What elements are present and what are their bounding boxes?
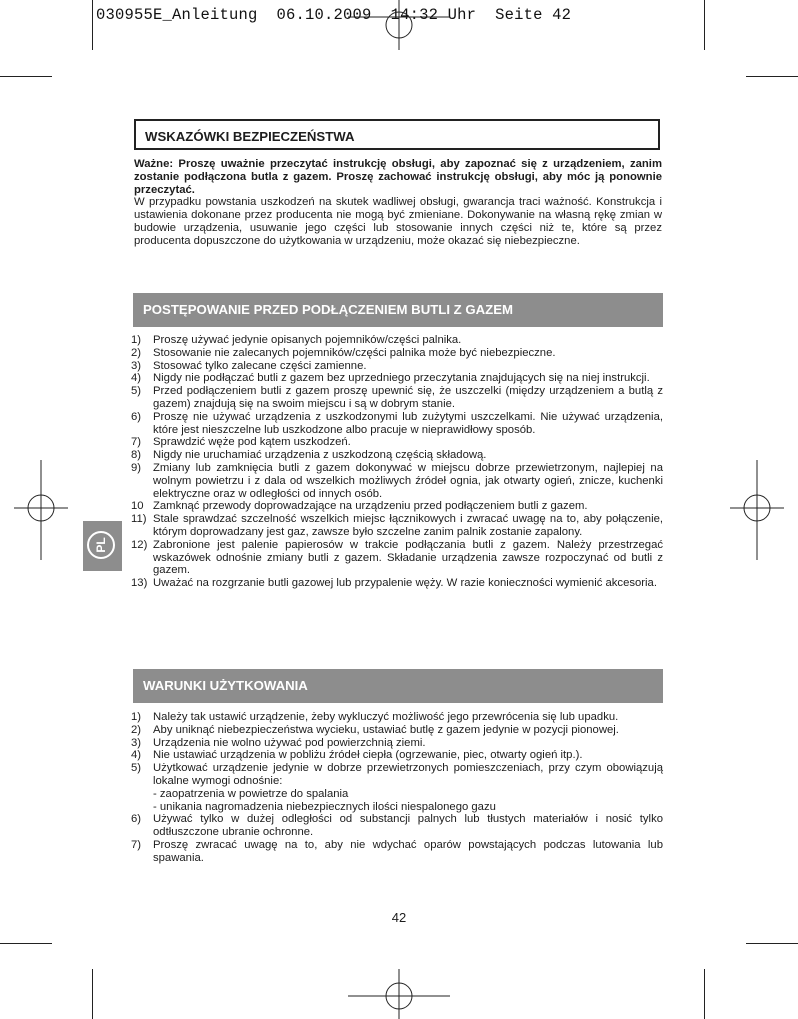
language-tab [83,521,122,571]
list-item [131,385,663,411]
list-item-number: 8) [131,449,142,462]
list-item [131,347,663,360]
list-item [131,436,663,449]
list-item-text: Zabronione jest palenie papierosów w trakcie podłączania butli z gazem. Należy przestrzegać wskazówek odnośnie zmiany butli z gazem. Składanie urządzenia zawsze rozpoczynać od butli z gazem. [153,538,663,577]
list-item-text: Proszę nie używać urządzenia z uszkodzonymi lub zużytymi uszczelkami. Nie używać urządzenia, które jest nieszczelne lub uszkodzone albo pracuje w nieprawidłowy sposób. [153,410,663,436]
list-item-number: 7) [131,436,142,449]
list-item-text: Stale sprawdzać szczelność wszelkich miejsc łącznikowych i zwracać uwagę na to, aby połączenie, którym doprowadzany jest gaz, zawsze było szczelne zanim palnik zostanie zapalony. [153,513,663,538]
list-item-number: 3) [131,736,142,749]
list-item-text: Proszę zwracać uwagę na to, aby nie wdychać oparów powstających podczas lutowania lub spawania. [153,838,663,864]
list-item-number: 10 [131,500,144,513]
crop-mark [0,943,52,944]
list-item-text: Przed podłączeniem butli z gazem proszę upewnić się, że uszczelki (między urządzeniem a butlą z gazem) znajdują się na swoim miejscu i są w dobrym stanie. [153,385,663,410]
conditions-of-use-list [131,711,663,865]
section-title-before-connecting: POSTĘPOWANIE PRZED PODŁĄCZENIEM BUTLI Z GAZEM [133,293,663,327]
list-item-number: 6) [131,813,142,826]
list-item-number: 13) [131,577,148,590]
list-item [131,411,663,437]
list-item-text: Zamknąć przewody doprowadzające na urządzeniu przed podłączeniem butli z gazem. [153,500,588,513]
list-item [131,360,663,373]
before-connecting-list [131,334,663,590]
safety-important-note: Ważne: Proszę uważnie przeczytać instrukcję obsługi, aby zapoznać się z urządzeniem, zanim zostanie podłączona butla z gazem. Proszę zachować instrukcję obsługi, aby móc ją ponownie przeczytać. [134,158,662,196]
list-item-number: 3) [131,359,142,372]
safety-warranty-note: W przypadku powstania uszkodzeń na skutek wadliwej obsługi, gwarancja traci ważność. Konstrukcja i ustawienia dokonane przez producenta nie mogą być zmieniane. Dokonywanie na własną rękę zmian w budowie urządzenia, usuwanie jego części lub stosowanie innych części niż te, które są przez producenta dopuszczone do użytkowania w urządzeniu, może okazać się niebezpieczne. [134,196,662,247]
list-item-number: 5) [131,762,142,775]
registration-mark-icon [730,460,784,560]
list-item-number: 2) [131,723,142,736]
list-item [131,513,663,539]
list-item-text: Proszę używać jedynie opisanych pojemników/części palnika. [153,334,462,346]
list-item [131,577,663,590]
crop-mark [746,943,798,944]
list-item [131,372,663,385]
list-subitem: - unikania nagromadzenia niebezpiecznych ilości niespalonego gazu [153,800,496,813]
list-item [131,711,663,724]
header-date: 06.10.2009 [276,6,372,24]
list-item-text: Nie ustawiać urządzenia w pobliżu źródeł ciepła (ogrzewanie, piec, otwarty ogień itp.). [153,749,583,762]
crop-mark [746,76,798,77]
list-item [131,449,663,462]
language-badge: PL [87,531,115,559]
list-item-text: Uważać na rozgrzanie butli gazowej lub przypalenie węży. W razie konieczności wymienić akcesoria. [153,577,657,590]
registration-mark-icon [348,0,450,50]
list-item-text: Aby uniknąć niebezpieczeństwa wycieku, ustawiać butlę z gazem jedynie w pozycji pionowej. [153,723,619,736]
registration-mark-icon [14,460,68,560]
list-item-number: 5) [131,385,142,398]
list-item-text: Urządzenia nie wolno używać pod powierzchnią ziemi. [153,736,426,749]
list-item-text: Sprawdzić węże pod kątem uszkodzeń. [153,436,351,449]
list-item [131,334,663,347]
list-item-text: Stosować tylko zalecane części zamienne. [153,359,367,372]
registration-mark-icon [348,969,450,1019]
list-item [131,839,663,865]
crop-mark [704,969,705,1019]
list-item-text: Nigdy nie uruchamiać urządzenia z uszkodzoną częścią składową. [153,449,487,462]
list-item-text: Używać tylko w dużej odległości od substancji palnych lub tłustych materiałów i nosić tylko odtłuszczone ubranie ochronne. [153,813,663,839]
header-time: 14:32 Uhr [390,6,477,24]
list-item-number: 6) [131,410,142,423]
list-item-text: Stosowanie nie zalecanych pojemników/części palnika może być niebezpieczne. [153,346,556,359]
page-number: 42 [391,910,407,925]
section-title-conditions-of-use: WARUNKI UŻYTKOWANIA [133,669,663,703]
list-item-text: Użytkować urządzenie jedynie w dobrze przewietrzonych pomieszczeniach, przy czym obowiązują lokalne wymogi odnośnie: [153,762,663,787]
header-page: Seite 42 [495,6,572,24]
list-item-number: 4) [131,749,142,762]
list-item [131,500,663,513]
list-item-number: 7) [131,838,142,851]
list-item-text: Zmiany lub zamknięcia butli z gazem dokonywać w miejscu dobrze przewietrzonym, najlepiej na wolnym powietrzu i z dala od wszelkich możliwych źródeł ognia, jak otwarty ogień, znicze, kuchenki elektryczne oraz w odległości od innych osób. [153,461,663,500]
crop-mark [92,0,93,50]
list-item-number: 4) [131,372,142,385]
header-file: 030955E_Anleitung [96,6,258,24]
list-item [131,762,663,813]
list-item-text: Należy tak ustawić urządzenie, żeby wykluczyć możliwość jego przewrócenia się lub upadku. [153,711,619,723]
list-item [131,539,663,577]
safety-intro [134,158,662,248]
crop-mark [92,969,93,1019]
list-item [131,462,663,500]
list-item-number: 12) [131,538,148,551]
list-subitem: - zaopatrzenia w powietrze do spalania [153,787,349,800]
list-item [131,749,663,762]
list-item-number: 1) [131,711,142,723]
print-header [96,6,571,24]
section-title-safety: WSKAZÓWKI BEZPIECZEŃSTWA [134,119,660,150]
list-item-number: 2) [131,346,142,359]
crop-mark [0,76,52,77]
list-item-text: Nigdy nie podłączać butli z gazem bez uprzedniego przeczytania znajdujących się na niej instrukcji. [153,372,650,385]
list-item-number: 11) [131,513,147,526]
list-item-number: 1) [131,334,142,346]
list-item [131,813,663,839]
list-item-number: 9) [131,461,142,474]
list-item [131,737,663,750]
list-item [131,724,663,737]
crop-mark [704,0,705,50]
